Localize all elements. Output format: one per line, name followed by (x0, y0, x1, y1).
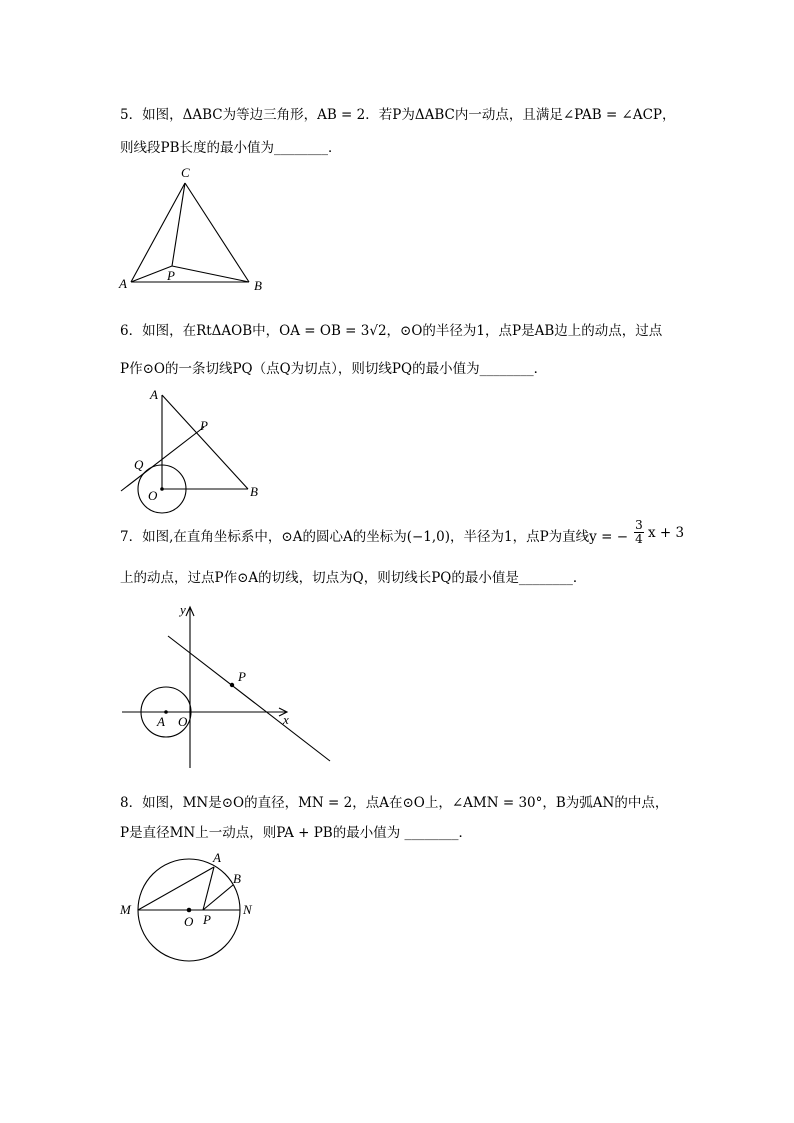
label-b: B (254, 278, 262, 293)
problem-7-fraction-tail: x + 3 (648, 525, 685, 541)
label-c: C (181, 165, 190, 180)
problem-6-text-2: P作⊙O的一条切线PQ（点Q为切点），则切线PQ的最小值为________． (120, 361, 548, 377)
label-p: P (203, 912, 211, 927)
label-n: N (243, 902, 252, 917)
label-y: y (180, 602, 186, 617)
problem-7-text-2: 上的动点，过点P作⊙A的切线，切点为Q，则切线长PQ的最小值是________． (120, 570, 587, 586)
label-x: x (283, 712, 289, 727)
fraction-denominator: 4 (635, 532, 643, 546)
label-p: P (200, 418, 208, 433)
problem-7-text-1: 7．如图,在直角坐标系中，⊙A的圆心A的坐标为(−1,0)，半径为1，点P为直线y = − (120, 529, 629, 545)
label-a: A (150, 387, 158, 402)
label-p: P (238, 669, 246, 684)
fraction-numerator: 3 (635, 518, 643, 532)
label-m: M (120, 902, 131, 917)
problem-5-text-1: 5．如图，ΔABC为等边三角形，AB = 2．若P为ΔABC内一动点，且满足∠PAB = ∠ACP， (120, 107, 676, 123)
label-o: O (148, 488, 158, 503)
label-a: A (157, 714, 165, 729)
label-p: P (167, 268, 175, 283)
problem-6-text-1: 6．如图，在RtΔAOB中，OA = OB = 3√2，⊙O的半径为1，点P是AB边上的动点，过点 (120, 323, 663, 339)
problem-8-text-2: P是直径MN上一动点，则PA + PB的最小值为 ________． (120, 825, 473, 841)
label-a: A (119, 276, 127, 291)
problem-8-text-1: 8．如图，MN是⊙O的直径，MN = 2，点A在⊙O上，∠AMN = 30°，B为弧AN的中点， (120, 795, 669, 811)
label-a: A (213, 850, 221, 865)
label-o: O (184, 914, 194, 929)
problem-5-text-2: 则线段PB长度的最小值为________． (120, 140, 342, 156)
label-b: B (250, 484, 258, 499)
label-o: O (178, 714, 188, 729)
label-b: B (233, 871, 241, 886)
label-q: Q (134, 457, 144, 472)
